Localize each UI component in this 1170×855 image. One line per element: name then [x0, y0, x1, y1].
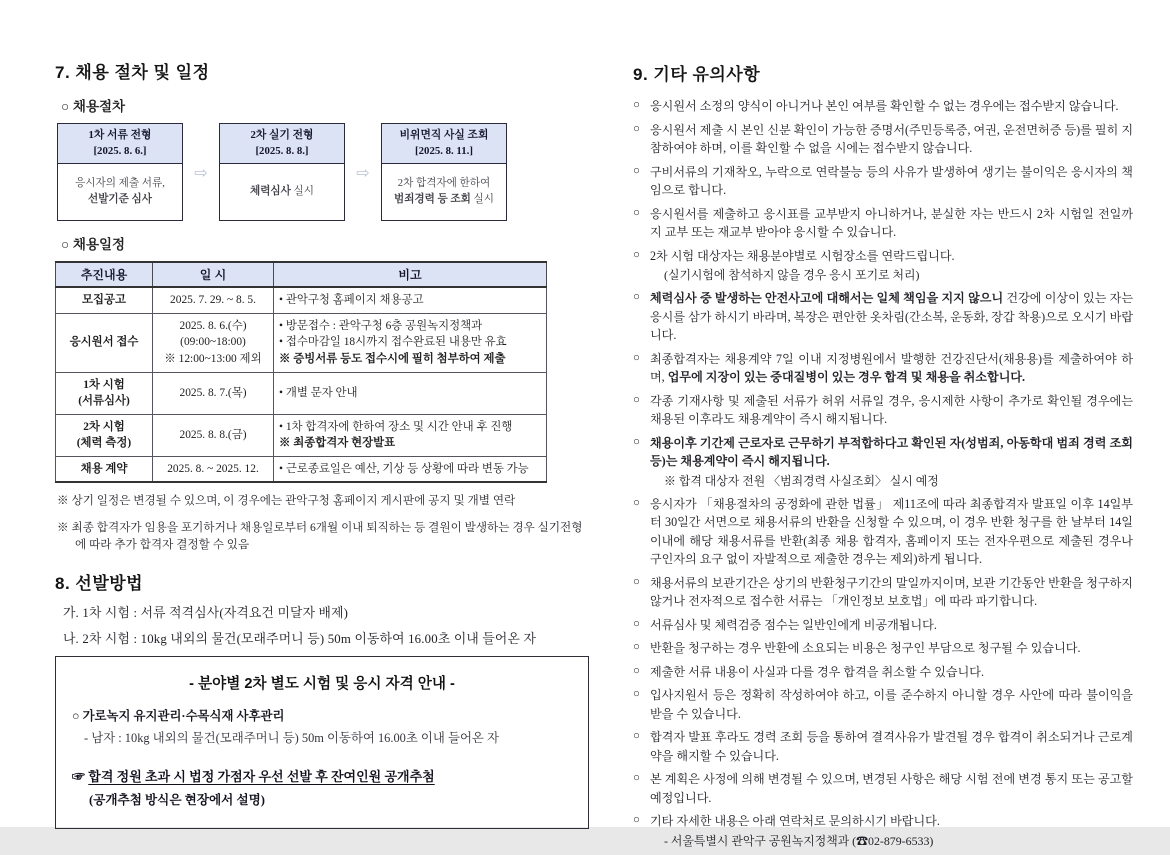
- bold-text: 채용이후 기간제 근로자로 근무하기 부적합하다고 확인된 자(성범죄, 아동학대 범죄 경력 조회 등)는 채용계약이 즉시 해지됩니다.: [650, 435, 1133, 469]
- circle-bullet-icon: ○: [633, 122, 640, 135]
- guide-box-note-text: 합격 정원 초과 시 법정 가점자 우선 선발 후 잔여인원 공개추첨: [88, 769, 435, 785]
- recruitment-flow: [57, 123, 589, 221]
- circle-bullet-icon: ○: [633, 248, 640, 261]
- schedule-date-line: (09:00~18:00): [180, 336, 246, 349]
- notice-item: [633, 289, 1133, 345]
- notice-text: [650, 207, 1133, 240]
- circle-bullet-icon: ○: [633, 206, 640, 219]
- schedule-date-line: 2025. 8. 6.(수): [179, 319, 247, 332]
- schedule-date-line: 2025. 8. ~ 2025. 12.: [167, 462, 259, 475]
- text: 2차 시험 대상자는 채용분야별로 시험장소를 연락드립니다.: [650, 248, 955, 263]
- schedule-footnote: ※ 상기 일정은 변경될 수 있으며, 이 경우에는 관악구청 홈페이지 게시판에 공지 및 개별 연락: [57, 494, 516, 508]
- flow-box-body-line: [384, 176, 504, 192]
- flow-arrow-icon: ⇨: [194, 162, 208, 182]
- notice-text: [650, 688, 1133, 721]
- circle-bullet-icon: ○: [633, 641, 640, 654]
- flow-box-body-line: [60, 176, 180, 192]
- schedule-item-line: 응시원서 접수: [69, 336, 139, 349]
- flow-box-header: [382, 124, 506, 164]
- notice-item: [633, 434, 1133, 490]
- schedule-item-line: (체력 측정): [76, 437, 132, 450]
- schedule-date-line: ※ 12:00~13:00 제외: [164, 352, 262, 365]
- flow-box-header: [220, 124, 344, 164]
- schedule-note-line: • 관악구청 홈페이지 채용공고: [279, 294, 424, 307]
- circle-bullet-icon: ○: [633, 435, 640, 448]
- notice-item: [633, 97, 1133, 116]
- flow-box-title: 1차 서류 전형: [88, 129, 152, 141]
- bold-text: 범죄경력 등 조회: [393, 194, 471, 206]
- flow-box-body-line: [60, 192, 180, 208]
- circle-bullet-icon: ○: [633, 730, 640, 743]
- schedule-table: [55, 261, 547, 483]
- selection-method-lines: [55, 602, 589, 647]
- notice-item: [633, 686, 1133, 723]
- text: 2차 합격자에 한하여: [397, 177, 491, 189]
- flow-box-body: [382, 164, 506, 220]
- table-row: [56, 372, 547, 414]
- flow-box-date: [2025. 8. 11.]: [415, 145, 473, 158]
- table-row: [56, 456, 547, 482]
- schedule-note-line: • 1차 합격자에 한하여 장소 및 시간 안내 후 진행: [279, 420, 513, 433]
- notice-subnote: (실기시험에 참석하지 않을 경우 응시 포기로 처리): [664, 268, 920, 282]
- schedule-item-line: 모집공고: [81, 294, 126, 307]
- notice-item: [633, 495, 1133, 569]
- guide-box-category: ○ 가로녹지 유지관리·수목식재 사후관리: [72, 709, 285, 724]
- text: 최종합격자는 채용계약 7일 이내 지정병원에서 발행한 건강진단서(채용용)를 제출하여야 하며,: [650, 351, 1133, 385]
- flow-box: [57, 123, 183, 221]
- schedule-item-cell: [56, 414, 153, 456]
- text: 제출한 서류 내용이 사실과 다를 경우 합격을 취소할 수 있습니다.: [650, 664, 984, 679]
- text: 응시자의 제출 서류,: [75, 177, 165, 189]
- notice-text: [650, 618, 937, 632]
- notice-item: [633, 392, 1133, 429]
- selection-method-line: 가. 1차 시험 : 서류 적격심사(자격요건 미달자 배제): [63, 606, 349, 621]
- schedule-note-line: • 근로종료일은 예산, 기상 등 상황에 따라 변동 가능: [279, 462, 529, 475]
- circle-bullet-icon: ○: [633, 393, 640, 406]
- schedule-column-header: 추진내용: [56, 262, 153, 287]
- notice-subnote: ※ 합격 대상자 전원 〈범죄경력 사실조회〉 실시 예정: [664, 473, 939, 488]
- schedule-table-header-row: [56, 262, 547, 287]
- text: 응시원서 소정의 양식이 아니거나 본인 여부를 확인할 수 없는 경우에는 접수받지 않습니다.: [650, 99, 1119, 113]
- notice-text: [650, 165, 1133, 198]
- notice-item: [633, 205, 1133, 242]
- notice-item: [633, 350, 1133, 387]
- notice-item: [633, 121, 1133, 158]
- circle-bullet-icon: ○: [633, 688, 640, 701]
- circle-bullet-icon: ○: [633, 814, 640, 827]
- flow-box: [219, 123, 345, 221]
- procedure-subtitle: ○ 채용절차: [61, 99, 126, 114]
- guide-box-note-sub: (공개추첨 방식은 현장에서 설명): [89, 793, 265, 808]
- flow-box-body-line: [384, 192, 504, 208]
- schedule-note-line: • 접수마감일 18시까지 접수완료된 내용만 유효: [279, 336, 507, 349]
- left-column: [55, 58, 589, 829]
- guide-box-category-detail: - 남자 : 10kg 내외의 물건(모래주머니 등) 50m 이동하여 16.00초 이내 들어온 자: [84, 731, 499, 746]
- circle-bullet-icon: ○: [633, 664, 640, 677]
- text: 본 계획은 사정에 의해 변경될 수 있으며, 변경된 사항은 해당 시험 전에 변경 통지 또는 공고할 예정입니다.: [650, 772, 1133, 805]
- notice-item: [633, 616, 1133, 635]
- schedule-note-cell: [274, 287, 547, 313]
- schedule-date-line: 2025. 7. 29. ~ 8. 5.: [170, 294, 256, 307]
- text: 합격자 발표 후라도 경력 조회 등을 통하여 결격사유가 발견될 경우 합격이 취소되거나 근로계약을 해지할 수 있습니다.: [650, 730, 1133, 763]
- notice-text: [650, 641, 1080, 655]
- schedule-date-cell: [153, 456, 274, 482]
- schedule-note-line: • 개별 문자 안내: [279, 386, 358, 399]
- notice-item: [633, 163, 1133, 200]
- notice-text: [650, 814, 940, 828]
- circle-bullet-icon: ○: [633, 617, 640, 630]
- bold-text: 체력심사 중 발생하는 안전사고에 대해서는 일체 책임을 지지 않으니: [650, 291, 1004, 306]
- flow-arrow-icon: ⇨: [356, 162, 370, 182]
- schedule-table-body: [56, 287, 547, 482]
- circle-bullet-icon: ○: [633, 99, 640, 111]
- schedule-item-line: 1차 시험: [83, 378, 125, 391]
- notice-text: [650, 99, 1119, 113]
- text: 응시원서를 제출하고 응시표를 교부받지 아니하거나, 분실한 자는 반드시 2차 시험일 전일까지 교부 또는 재교부 받아야 응시할 수 있습니다.: [650, 206, 1133, 239]
- schedule-date-cell: [153, 313, 274, 372]
- notice-text: [650, 497, 1133, 567]
- schedule-note-cell: [274, 456, 547, 482]
- bold-text: 체력심사: [249, 186, 291, 198]
- notice-item: [633, 247, 1133, 285]
- schedule-date-cell: [153, 414, 274, 456]
- bold-text: 업무에 지장이 있는 중대질병이 있는 경우 합격 및 채용을 취소합니다.: [667, 370, 1026, 385]
- schedule-column-header: 일 시: [153, 262, 274, 287]
- table-row: [56, 414, 547, 456]
- notice-subnote: - 서울특별시 관악구 공원녹지정책과 (☎02-879-6533): [664, 833, 934, 848]
- notice-item: [633, 663, 1133, 682]
- schedule-date-line: 2025. 8. 8.(금): [179, 428, 247, 441]
- notice-text: [650, 576, 1133, 609]
- schedule-footnote: ※ 최종 합격자가 임용을 포기하거나 채용일로부터 6개월 이내 퇴직하는 등 결원이 발생하는 경우 실기전형에 따라 추가 합격자 결정할 수 있음: [57, 520, 583, 551]
- circle-bullet-icon: ○: [633, 772, 640, 785]
- schedule-item-line: (서류심사): [78, 395, 130, 408]
- notice-text: [650, 394, 1133, 427]
- notice-text: [650, 123, 1133, 156]
- notice-item: [633, 770, 1133, 807]
- notice-item: [633, 639, 1133, 658]
- schedule-note-line: ※ 증빙서류 등도 접수시에 필히 첨부하여 제출: [279, 352, 506, 365]
- selection-method-line: 나. 2차 시험 : 10kg 내외의 물건(모래주머니 등) 50m 이동하여 16.00초 이내 들어온 자: [63, 632, 537, 647]
- schedule-item-cell: [56, 287, 153, 313]
- notice-list: [633, 97, 1133, 850]
- flow-box-title: 2차 실기 전형: [250, 129, 314, 141]
- guide-box-title: - 분야별 2차 별도 시험 및 응시 자격 안내 -: [189, 676, 455, 693]
- notice-text: [650, 436, 1133, 469]
- schedule-note-line: • 방문접수 : 관악구청 6층 공원녹지정책과: [279, 319, 483, 332]
- table-row: [56, 313, 547, 372]
- right-column: [633, 60, 1133, 855]
- schedule-subtitle: ○ 채용일정: [61, 237, 126, 253]
- flow-box-title: 비위면직 사실 조회: [399, 129, 489, 141]
- notice-text: [650, 772, 1133, 805]
- circle-bullet-icon: ○: [633, 575, 640, 588]
- text: 실시: [470, 194, 495, 206]
- notice-text: [650, 291, 1133, 342]
- section8-title: 8. 선발방법: [55, 574, 144, 594]
- text: 채용서류의 보관기간은 상기의 반환청구기간의 말일까지이며, 보관 기간동안 반환을 청구하지 않거나 전자적으로 접수한 서류는 「개인정보 보호법」에 따라 파기합니다.: [650, 575, 1133, 609]
- text: 실시: [290, 186, 315, 198]
- flow-box-body: [220, 164, 344, 220]
- flow-box-date: [2025. 8. 6.]: [93, 145, 147, 158]
- text: 응시자가 「채용절차의 공정화에 관한 법률」 제11조에 따라 최종합격자 발표일 이후 14일부터 30일간 서면으로 채용서류의 반환을 신청할 수 있으며, 이 경우 반환 청구를 한 날부터 14일 이내에 해당 채용서류를 반환(최종 채용 합격자, 홈페이지 또는 전자우편으로 제출된 경우나 구인자의 요구 없이 자발적으로 제출한 경우는 제외)하게 됩니다.: [650, 496, 1133, 567]
- schedule-note-cell: [274, 313, 547, 372]
- circle-bullet-icon: ○: [633, 164, 640, 177]
- notice-item: [633, 728, 1133, 765]
- table-row: [56, 287, 547, 313]
- text: 입사지원서 등은 정확히 작성하여야 하고, 이를 준수하지 아니할 경우 사안에 따라 불이익을 받을 수 있습니다.: [650, 688, 1133, 721]
- bold-text: 선발기준 심사: [87, 194, 153, 206]
- flow-box-body-line: [222, 184, 342, 200]
- schedule-footnotes: [55, 492, 589, 553]
- notice-item: [633, 812, 1133, 850]
- notice-item: [633, 574, 1133, 611]
- flow-box: [381, 123, 507, 221]
- text: 반환을 청구하는 경우 반환에 소요되는 비용은 청구인 부담으로 청구될 수 있습니다.: [650, 641, 1081, 656]
- schedule-date-cell: [153, 287, 274, 313]
- schedule-item-cell: [56, 456, 153, 482]
- section9-title: 9. 기타 유의사항: [633, 65, 761, 84]
- text: 응시원서 제출 시 본인 신분 확인이 가능한 증명서(주민등록증, 여권, 운전면허증 등)를 필히 지참하여야 하며, 이를 확인할 수 없을 시에는 접수받지 않습니다.: [650, 122, 1133, 155]
- text: 기타 자세한 내용은 아래 연락처로 문의하시기 바랍니다.: [650, 814, 940, 829]
- flow-box-body: [58, 164, 182, 220]
- text: 서류심사 및 체력검증 점수는 일반인에게 비공개됩니다.: [650, 617, 937, 632]
- schedule-date-line: 2025. 8. 7.(목): [179, 386, 247, 399]
- notice-text: [650, 249, 955, 263]
- schedule-item-cell: [56, 372, 153, 414]
- schedule-item-line: 채용 계약: [80, 462, 128, 475]
- text: 건강에 이상이 있는 자는 응시를 삼가 하시기 바라며, 복장은 편안한 옷차림(간소복, 운동화, 장갑 착용)으로 오시기 바랍니다.: [650, 291, 1133, 343]
- schedule-item-cell: [56, 313, 153, 372]
- text: 각종 기재사항 및 제출된 서류가 허위 서류일 경우, 응시제한 사항이 추가로 확인될 경우에는 채용된 이후라도 채용계약이 즉시 해지됩니다.: [650, 393, 1133, 427]
- notice-text: [650, 665, 984, 679]
- notice-text: [650, 730, 1133, 763]
- circle-bullet-icon: ○: [633, 351, 640, 364]
- text: 구비서류의 기재착오, 누락으로 연락불능 등의 사유가 발생하여 생기는 불이익은 응시자의 책임으로 합니다.: [650, 164, 1133, 197]
- schedule-note-cell: [274, 372, 547, 414]
- schedule-note-cell: [274, 414, 547, 456]
- flow-box-header: [58, 124, 182, 164]
- schedule-column-header: 비고: [274, 262, 547, 287]
- circle-bullet-icon: ○: [633, 291, 640, 304]
- second-test-guide-box: [55, 656, 589, 829]
- schedule-note-line: ※ 최종합격자 현장발표: [279, 437, 396, 450]
- schedule-item-line: 2차 시험: [83, 420, 125, 433]
- pointing-hand-icon: ☞: [72, 769, 86, 785]
- section7-title: 7. 채용 절차 및 일정: [55, 63, 210, 82]
- guide-box-note: [72, 766, 572, 785]
- circle-bullet-icon: ○: [633, 496, 640, 509]
- notice-text: [650, 352, 1133, 385]
- schedule-date-cell: [153, 372, 274, 414]
- flow-box-date: [2025. 8. 8.]: [255, 145, 309, 158]
